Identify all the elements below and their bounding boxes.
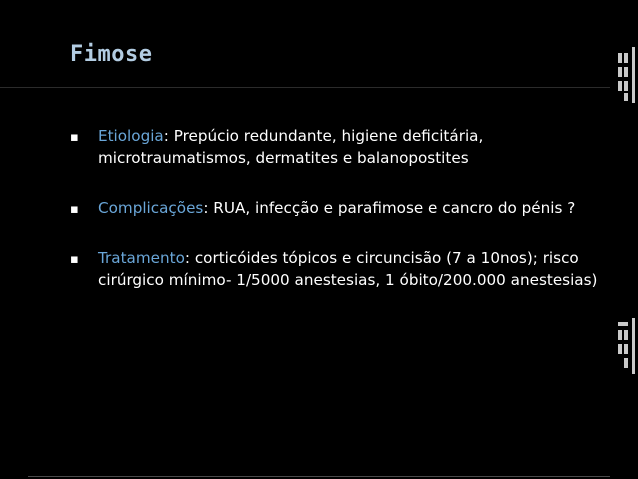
bottom-divider	[28, 476, 610, 477]
slide-title: Fimose	[70, 42, 153, 67]
bullet-complicacoes	[70, 197, 610, 219]
bullet-etiologia	[70, 125, 610, 169]
square-bullet-icon: ▪	[70, 202, 79, 217]
window-grid-icon	[618, 318, 635, 374]
bullet-text: : Prepúcio redundante, higiene deficitária, microtraumatismos, dermatites e balanopostites	[98, 127, 484, 167]
bullet-keyword: Etiologia	[98, 127, 164, 145]
bullet-text: : RUA, infecção e parafimose e cancro do pénis ?	[203, 199, 576, 217]
square-bullet-icon: ▪	[70, 252, 79, 267]
bullet-list	[70, 125, 610, 291]
title-divider	[0, 87, 610, 88]
bullet-keyword: Tratamento	[98, 249, 185, 267]
window-grid-icon	[618, 47, 635, 103]
bullet-tratamento	[70, 247, 610, 291]
bullet-keyword: Complicações	[98, 199, 204, 217]
bullet-text: : corticóides tópicos e circuncisão (7 a 10nos); risco cirúrgico mínimo- 1/5000 anestesias, 1 óbito/200.000 anestesias)	[98, 249, 598, 289]
square-bullet-icon: ▪	[70, 130, 79, 145]
